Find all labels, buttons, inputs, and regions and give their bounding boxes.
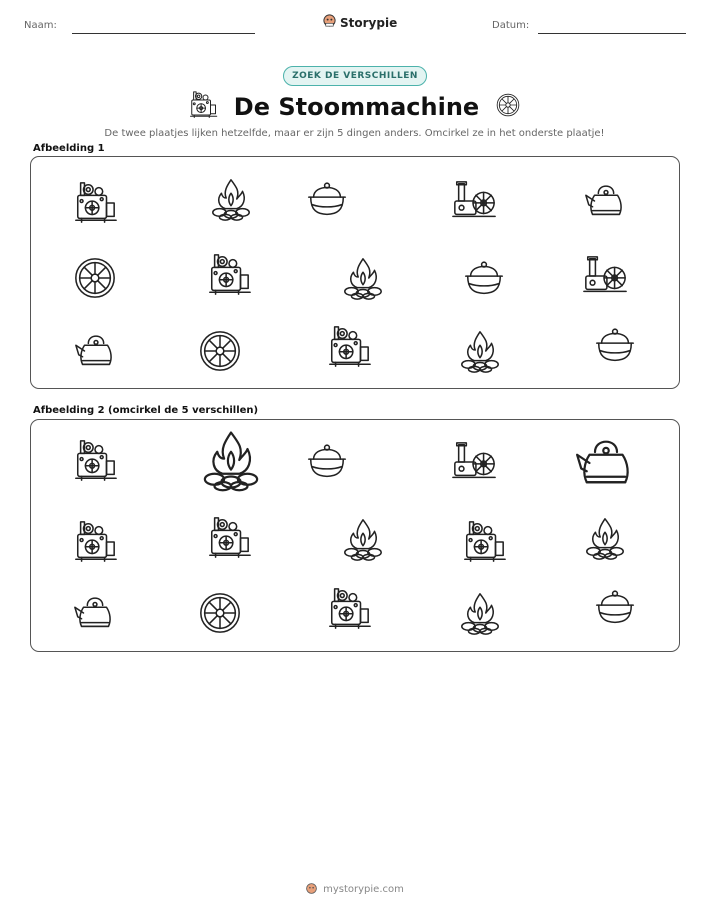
campfire-icon[interactable] <box>198 427 264 493</box>
campfire-icon[interactable] <box>457 590 503 636</box>
wheel-icon[interactable] <box>197 328 243 374</box>
pot-icon[interactable] <box>304 176 350 222</box>
pot-icon[interactable] <box>592 322 638 368</box>
page-title: De Stoommachine <box>233 93 480 121</box>
steam-engine-icon[interactable] <box>72 438 118 484</box>
wheel-icon[interactable] <box>72 255 118 301</box>
picture-1-label: Afbeelding 1 <box>33 143 105 154</box>
mascot-icon <box>305 880 318 899</box>
brand-name: Storypie <box>340 15 398 30</box>
steam-engine-icon[interactable] <box>72 519 118 565</box>
date-label: Datum: <box>492 20 530 31</box>
campfire-icon[interactable] <box>340 255 386 301</box>
instructions: De twee plaatjes lijken hetzelfde, maar er zijn 5 dingen anders. Omcirkel ze in het onderste plaatje! <box>104 128 605 139</box>
picture-2-label: Afbeelding 2 (omcirkel de 5 verschillen) <box>33 405 259 416</box>
mascot-icon <box>322 13 337 32</box>
title-row <box>0 90 709 124</box>
campfire-icon[interactable] <box>208 176 254 222</box>
campfire-icon[interactable] <box>582 515 628 561</box>
steam-engine-icon[interactable] <box>206 515 252 561</box>
brand-logo <box>322 13 397 32</box>
footer <box>0 880 709 899</box>
footer-link[interactable]: mystorypie.com <box>323 884 404 895</box>
wheel-icon <box>495 92 521 122</box>
date-field[interactable] <box>538 33 686 34</box>
steam-engine-icon[interactable] <box>72 180 118 226</box>
pot-icon[interactable] <box>461 255 507 301</box>
kettle-icon[interactable] <box>573 430 639 496</box>
worksheet-type-badge: ZOEK DE VERSCHILLEN <box>283 66 427 86</box>
kettle-icon[interactable] <box>72 590 118 636</box>
name-field[interactable] <box>72 33 255 34</box>
pot-icon[interactable] <box>304 438 350 484</box>
steam-engine-icon <box>188 90 218 124</box>
steam-engine-icon[interactable] <box>326 324 372 370</box>
steam-engine-icon[interactable] <box>206 252 252 298</box>
kettle-icon[interactable] <box>73 328 119 374</box>
campfire-icon[interactable] <box>340 516 386 562</box>
picture-1-panel <box>30 156 680 389</box>
steam-engine-icon[interactable] <box>461 519 507 565</box>
picture-2-panel <box>30 419 680 652</box>
steam-engine-icon[interactable] <box>326 586 372 632</box>
kettle-icon[interactable] <box>583 178 629 224</box>
locomotive-engine-icon[interactable] <box>451 439 497 485</box>
name-label: Naam: <box>24 20 57 31</box>
pot-icon[interactable] <box>592 584 638 630</box>
wheel-icon[interactable] <box>197 590 243 636</box>
locomotive-engine-icon[interactable] <box>451 178 497 224</box>
campfire-icon[interactable] <box>457 328 503 374</box>
locomotive-engine-icon[interactable] <box>582 253 628 299</box>
